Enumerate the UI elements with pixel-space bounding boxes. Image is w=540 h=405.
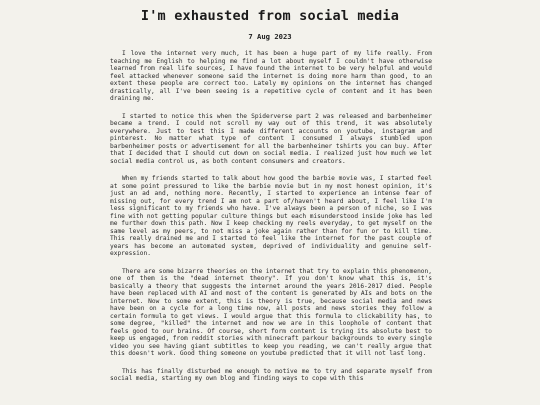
post-body — [110, 50, 432, 393]
post-title: I'm exhausted from social media — [140, 8, 400, 24]
post-paragraph: When my friends started to talk about how good the barbie movie was, I started feel at some point pressured to like the barbie movie but in my most honest opinion, it's just an ad and, nothing more. Recently, I started to experience an intense fear of missing out, for every trend I am not a part of/haven't heard about, I feel like I'm less significant to my friends who have. I've always been a person of niche, so I was fine with not getting popular culture things but each misunderstood inside joke has led me further down this path. Now I keep checking my reels everyday, to get myself on the same level as my peers, to not miss a joke again rather than for fun or to kill time. This really drained me and I started to feel like the internet for the past couple of years has become an automated system, deprived of individuality and genuine self-expression. — [110, 175, 432, 257]
post-paragraph: I started to notice this when the Spiderverse part 2 was released and barbenheimer became a trend. I could not scroll my way out of this trend, it was absolutely everywhere. Just to test this I made different accounts on youtube, instagram and pinterest. No matter what type of content I consumed I always stumbled upon barbenheimer posts or advertisement for all the barbenheimer tshirts you can buy. After that I decided that I should cut down on social media. I realized just how much we let social media control us, as both content consumers and creators. — [110, 112, 432, 165]
post-paragraph: This has finally disturbed me enough to motive me to try and separate myself from social media, starting my own blog and finding ways to cope with this — [110, 367, 432, 382]
post-paragraph: I love the internet very much, it has been a huge part of my life really. From teaching me English to helping me find a lot about myself I couldn't have otherwise learned from real life sources, I have found the internet to be very helpful and would feel attacked whenever someone said the internet is doing more harm than good, to an extent these people are correct too. Lately my opinions on the internet has changed drastically, all I've been seeing is a repetitive cycle of content and it has been draining me. — [110, 50, 432, 102]
post-paragraph: There are some bizarre theories on the internet that try to explain this phenomenon, one of them is the "dead internet theory". If you don't know what this is, it's basically a theory that suggests the internet around the years 2016-2017 died. People have been replaced with AI and most of the content is generated by AIs and bots on the internet. Now to some extent, this is theory is true, because social media and news have been on a cycle for a long time now, all posts and news stories they follow a certain formula to get views. I would argue that this formula to clickability has, to some degree, "killed" the internet and now we are in this loophole of content that feels good to our brains. Of course, short form content is trying its absolute best to keep us engaged, from reddit stories with minecraft parkour backgrounds to every single video you see having giant subtitles to keep you reading, we can't really argue that this doesn't work. Good thing someone on youtube predicted that it will not last long. — [110, 267, 432, 357]
post-date: 7 Aug 2023 — [248, 32, 292, 41]
